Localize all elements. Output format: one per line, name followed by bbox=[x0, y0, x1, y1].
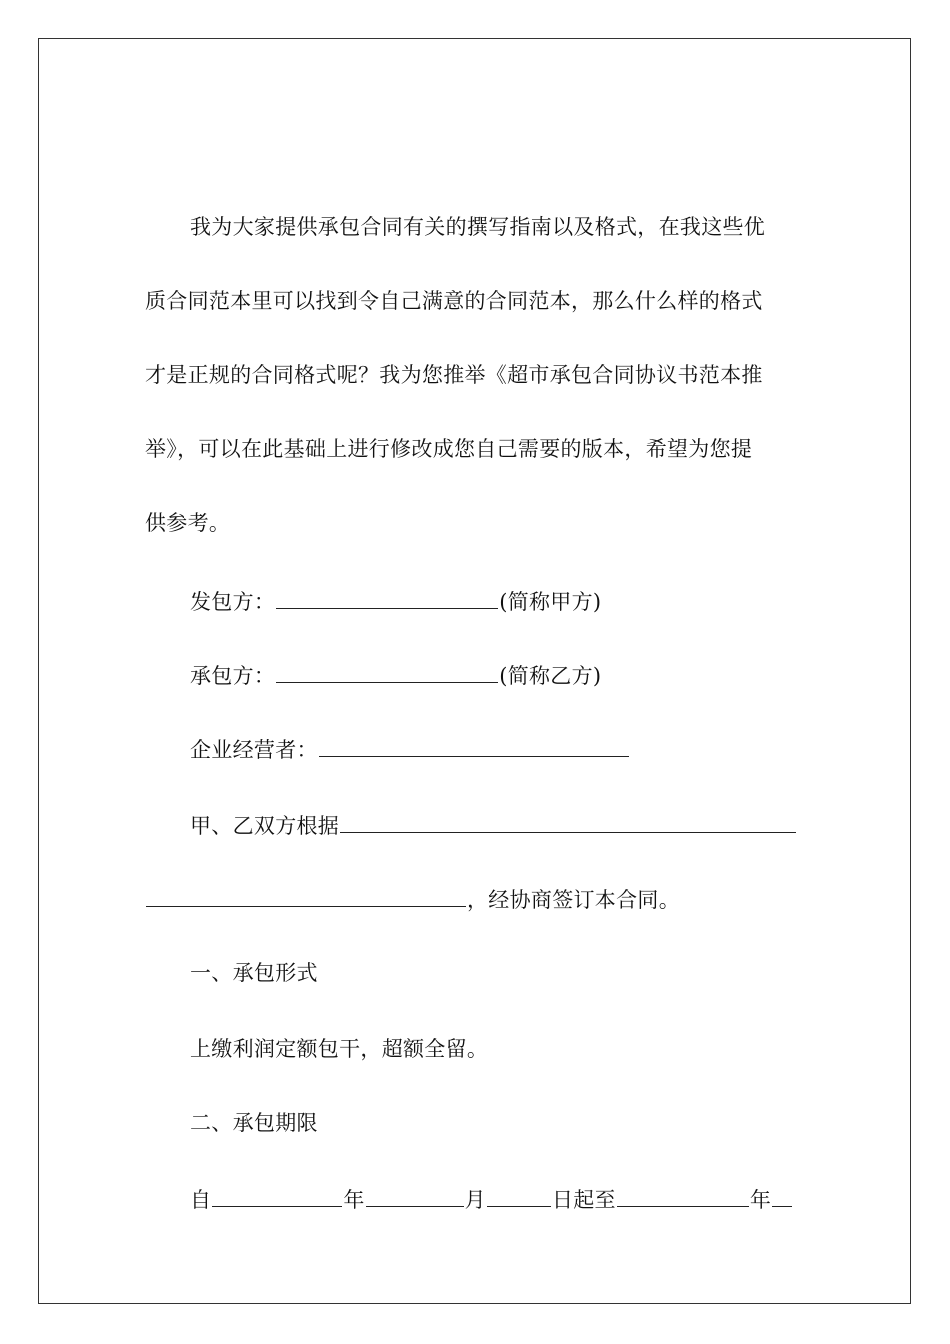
intro-line-4: 举》，可以在此基础上进行修改成您自己需要的版本，希望为您提 bbox=[145, 437, 753, 461]
section-2-heading: 二、承包期限 bbox=[190, 1111, 318, 1135]
term-year: 年 bbox=[343, 1188, 365, 1212]
party-a-line bbox=[190, 586, 601, 617]
term-line bbox=[190, 1184, 793, 1215]
party-b-line bbox=[190, 660, 601, 691]
intro-line-2: 质合同范本里可以找到令自己满意的合同范本，那么什么样的格式 bbox=[145, 289, 763, 313]
basis-blank-1[interactable] bbox=[340, 810, 796, 833]
intro-line-1: 我为大家提供承包合同有关的撰写指南以及格式，在我这些优 bbox=[190, 215, 766, 239]
party-b-blank[interactable] bbox=[276, 660, 498, 683]
party-a-suffix: (简称甲方) bbox=[499, 590, 602, 614]
start-month-blank[interactable] bbox=[366, 1184, 464, 1207]
basis-label: 甲、乙双方根据 bbox=[190, 814, 340, 838]
party-a-label: 发包方： bbox=[190, 590, 276, 614]
basis-blank-2[interactable] bbox=[146, 884, 466, 907]
basis-line-1 bbox=[190, 810, 797, 841]
term-from: 自 bbox=[190, 1188, 212, 1212]
start-year-blank[interactable] bbox=[212, 1184, 342, 1207]
term-day-to: 日起至 bbox=[551, 1188, 616, 1212]
operator-blank[interactable] bbox=[319, 734, 629, 757]
term-month: 月 bbox=[464, 1188, 486, 1212]
party-a-blank[interactable] bbox=[276, 586, 498, 609]
intro-line-5: 供参考。 bbox=[145, 511, 231, 535]
section-1-body: 上缴利润定额包干，超额全留。 bbox=[190, 1037, 489, 1061]
end-month-blank[interactable] bbox=[772, 1184, 792, 1207]
term-year-2: 年 bbox=[749, 1188, 772, 1212]
operator-line bbox=[190, 734, 630, 765]
basis-line-2 bbox=[145, 884, 680, 915]
basis-suffix: ，经协商签订本合同。 bbox=[467, 888, 680, 912]
party-b-label: 承包方： bbox=[190, 664, 276, 688]
end-year-blank[interactable] bbox=[617, 1184, 749, 1207]
section-1-heading: 一、承包形式 bbox=[190, 961, 318, 985]
operator-label: 企业经营者： bbox=[190, 738, 318, 762]
party-b-suffix: (简称乙方) bbox=[499, 664, 602, 688]
start-day-blank[interactable] bbox=[487, 1184, 551, 1207]
intro-line-3: 才是正规的合同格式呢？我为您推举《超市承包合同协议书范本推 bbox=[145, 363, 763, 387]
